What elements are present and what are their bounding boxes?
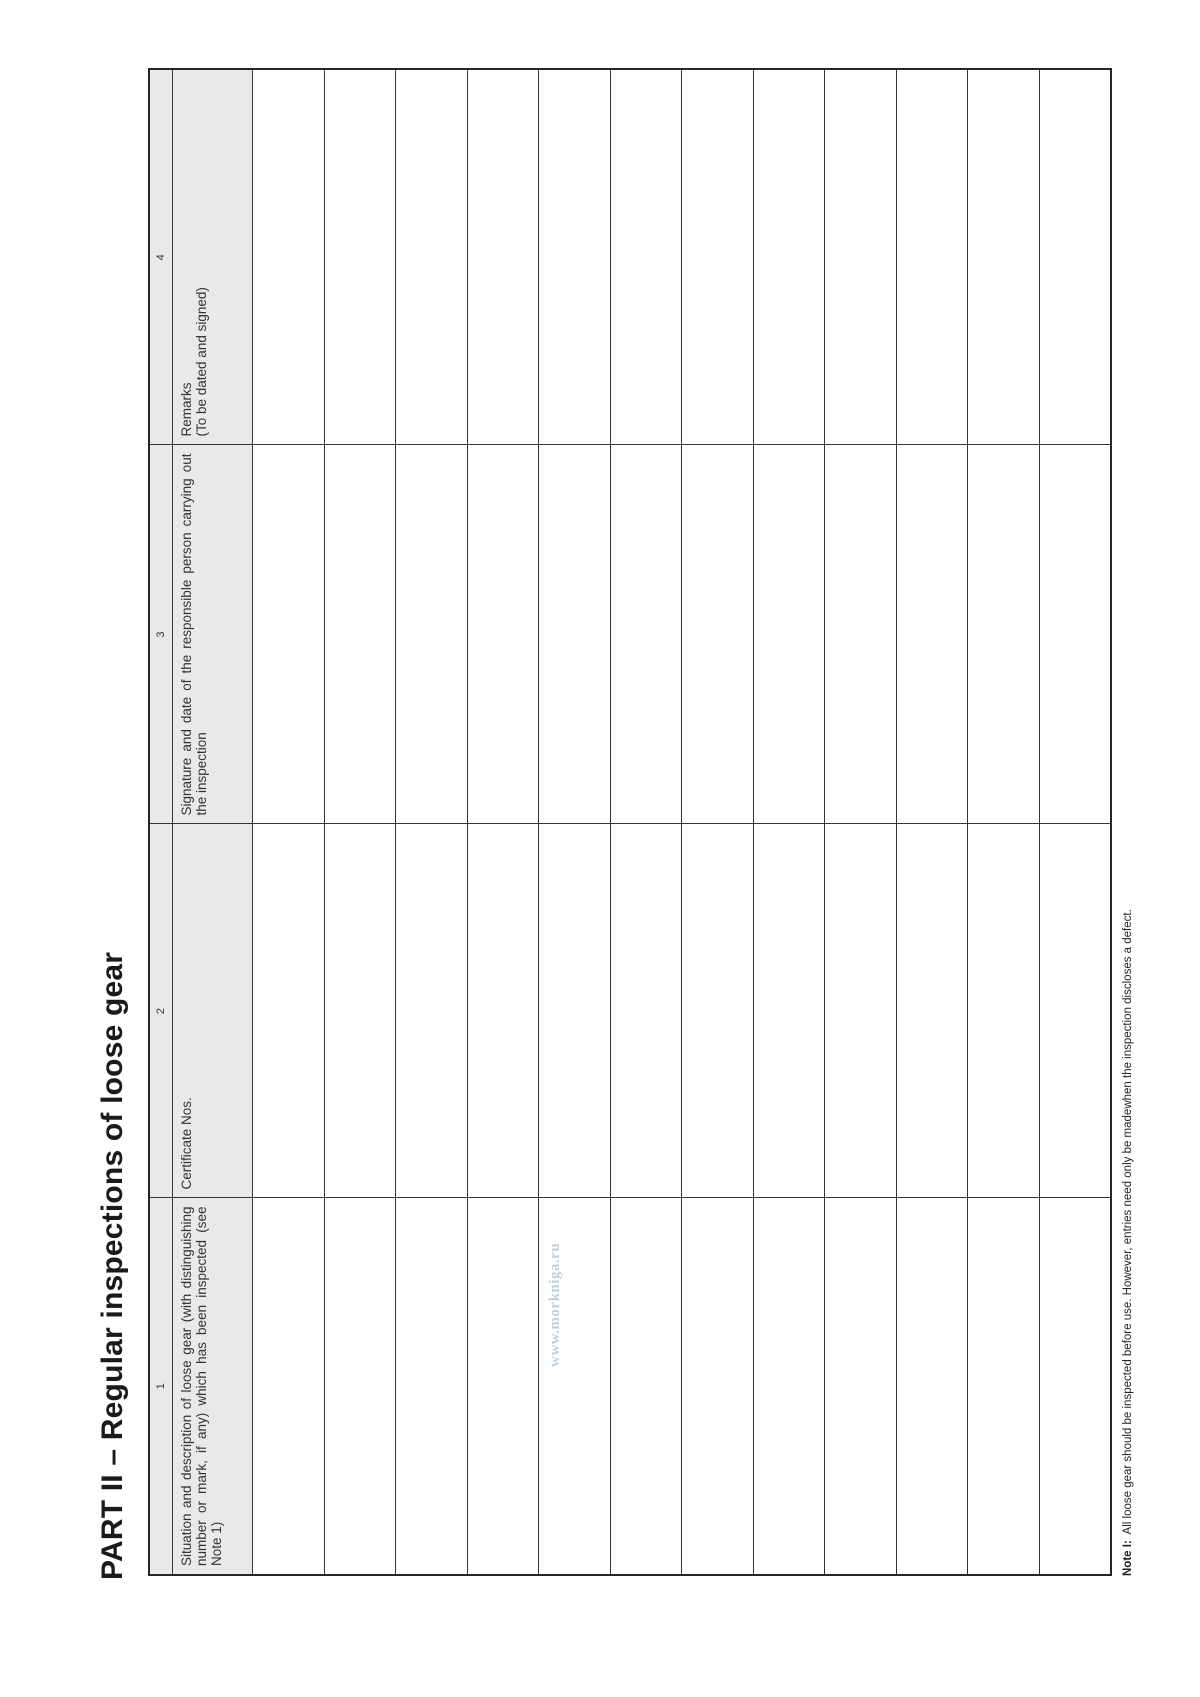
table-cell[interactable]: [825, 1198, 897, 1575]
table-cell[interactable]: [682, 69, 754, 445]
table-cell[interactable]: [825, 69, 897, 445]
table-row: [968, 69, 1040, 1575]
table-cell[interactable]: [896, 445, 968, 824]
table-cell[interactable]: [610, 445, 682, 824]
table-cell[interactable]: [1039, 824, 1111, 1198]
table-cell[interactable]: [324, 824, 396, 1198]
table-cell[interactable]: [753, 1198, 825, 1575]
table-cell[interactable]: [253, 1198, 325, 1575]
table-cell[interactable]: [610, 69, 682, 445]
table-cell[interactable]: [753, 445, 825, 824]
table-cell[interactable]: [467, 1198, 539, 1575]
table-cell[interactable]: [253, 445, 325, 824]
table-row: [396, 69, 468, 1575]
footnote: [1122, 909, 1134, 1576]
column-number: 4: [149, 69, 173, 445]
table-row: [467, 69, 539, 1575]
page-title: PART II – Regular inspections of loose gear: [96, 951, 129, 1580]
column-number-row: [149, 69, 173, 1575]
table-cell[interactable]: [324, 445, 396, 824]
table-cell[interactable]: [467, 445, 539, 824]
table-cell[interactable]: [753, 824, 825, 1198]
table-cell[interactable]: [396, 445, 468, 824]
table-cell[interactable]: [539, 824, 611, 1198]
column-number: 1: [149, 1198, 173, 1575]
table-cell[interactable]: [396, 1198, 468, 1575]
table-cell[interactable]: [896, 824, 968, 1198]
table-cell[interactable]: [1039, 69, 1111, 445]
table-cell[interactable]: [1039, 1198, 1111, 1575]
table-cell[interactable]: [682, 824, 754, 1198]
table-cell[interactable]: [324, 69, 396, 445]
table-cell[interactable]: [396, 824, 468, 1198]
footnote-text: All loose gear should be inspected before use. However, entries need only be madewhen the inspection discloses a defect.: [1122, 909, 1134, 1535]
table-cell[interactable]: [968, 69, 1040, 445]
table-row: [753, 69, 825, 1575]
table-cell[interactable]: [1039, 445, 1111, 824]
column-header-certificate: Certificate Nos.: [173, 824, 253, 1198]
table-cell[interactable]: [253, 69, 325, 445]
footnote-label: Note I:: [1122, 1540, 1134, 1576]
table-cell[interactable]: [682, 1198, 754, 1575]
table-cell[interactable]: [324, 1198, 396, 1575]
table-cell[interactable]: [539, 69, 611, 445]
table-cell[interactable]: [753, 69, 825, 445]
column-header-remarks: Remarks (To be dated and signed): [173, 69, 253, 445]
table-cell[interactable]: [610, 1198, 682, 1575]
column-number: 2: [149, 824, 173, 1198]
inspection-table: [148, 68, 1112, 1576]
table-cell[interactable]: [467, 824, 539, 1198]
column-number: 3: [149, 445, 173, 824]
table-cell[interactable]: [825, 445, 897, 824]
table-row: [1039, 69, 1111, 1575]
table-row: [896, 69, 968, 1575]
table-row: [825, 69, 897, 1575]
table-cell[interactable]: [396, 69, 468, 445]
table-cell[interactable]: [896, 1198, 968, 1575]
watermark: www.morkniga.ru: [547, 1242, 563, 1367]
table-row: [610, 69, 682, 1575]
column-header-row: [173, 69, 253, 1575]
table-cell[interactable]: [253, 824, 325, 1198]
table-cell[interactable]: [610, 824, 682, 1198]
table-cell[interactable]: [539, 445, 611, 824]
column-header-description: Situation and description of loose gear (with distinguishing number or mark, if any) which has been inspected (see Note 1): [173, 1198, 253, 1575]
table-cell[interactable]: [682, 445, 754, 824]
table-row: [682, 69, 754, 1575]
table-row: [324, 69, 396, 1575]
table-cell[interactable]: [968, 824, 1040, 1198]
column-header-signature: Signature and date of the responsible person carrying out the inspection: [173, 445, 253, 824]
table-cell[interactable]: [825, 824, 897, 1198]
table-cell[interactable]: [896, 69, 968, 445]
table-cell[interactable]: [968, 445, 1040, 824]
table-row: [253, 69, 325, 1575]
table-cell[interactable]: [467, 69, 539, 445]
table-cell[interactable]: [968, 1198, 1040, 1575]
